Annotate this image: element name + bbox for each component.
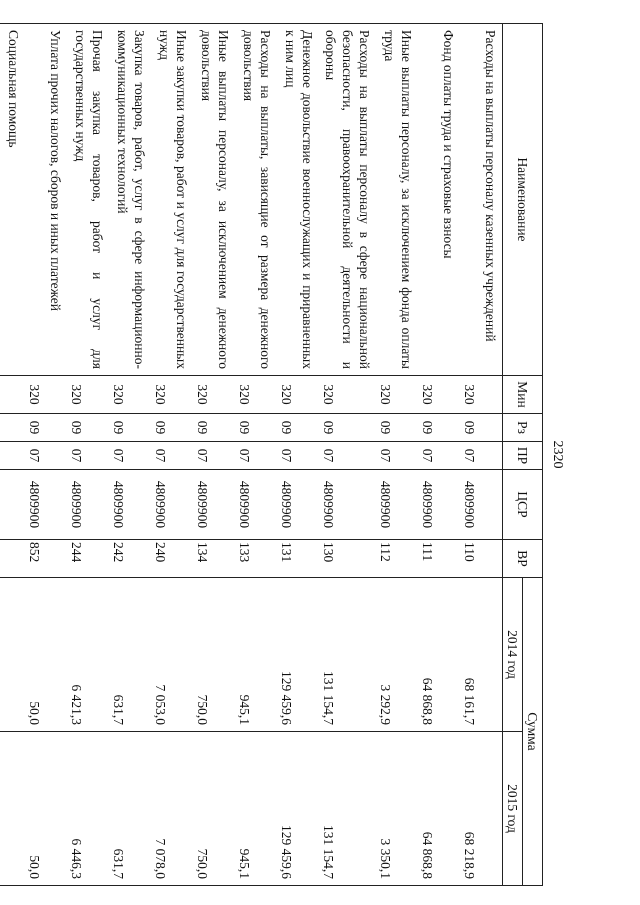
table-row [319, 24, 376, 886]
row-min: 320 [151, 376, 193, 414]
rotated-page-content [6, 17, 567, 892]
row-rz: 09 [151, 414, 193, 442]
row-vr: 244 [67, 540, 109, 578]
row-rz: 09 [460, 414, 503, 442]
row-name: Закупка товаров, работ, услуг в сфере информационно-коммуникационных технологий [109, 24, 151, 376]
row-rz: 09 [193, 414, 235, 442]
row-min: 320 [277, 376, 319, 414]
row-pr: 07 [277, 442, 319, 470]
row-vr [0, 540, 25, 578]
row-pr [0, 442, 25, 470]
row-sum-2014: 945,1 [235, 578, 277, 732]
row-csr: 4809900 [376, 470, 418, 540]
row-min: 320 [67, 376, 109, 414]
row-name: Прочая закупка товаров, работ и услуг для государственных нужд [67, 24, 109, 376]
row-sum-2014: 3 292,9 [376, 578, 418, 732]
row-sum-2014: 7 053,0 [151, 578, 193, 732]
row-vr: 131 [277, 540, 319, 578]
row-min: 320 [376, 376, 418, 414]
row-sum-2015: 64 868,8 [418, 732, 460, 886]
row-pr: 07 [151, 442, 193, 470]
header-sum: Сумма [523, 578, 543, 886]
row-name: Иные выплаты персоналу, за исключением денежного довольствия [193, 24, 235, 376]
row-name: Фонд оплаты труда и страховые взносы [418, 24, 460, 376]
header-year-2014: 2014 год [503, 578, 523, 732]
row-csr: 4809900 [151, 470, 193, 540]
row-vr: 242 [109, 540, 151, 578]
row-sum-2015: 50,0 [25, 732, 67, 886]
row-rz: 09 [109, 414, 151, 442]
header-rz: Рз [503, 414, 543, 442]
budget-table [0, 23, 543, 886]
row-sum-2014: 129 459,6 [277, 578, 319, 732]
row-rz: 09 [376, 414, 418, 442]
row-min [0, 376, 25, 414]
row-name: Денежное довольствие военнослужащих и приравненных к ним лиц [277, 24, 319, 376]
row-csr: 4809900 [418, 470, 460, 540]
row-rz: 09 [418, 414, 460, 442]
row-pr: 07 [109, 442, 151, 470]
row-sum-2014 [0, 578, 25, 732]
row-sum-2014: 6 421,3 [67, 578, 109, 732]
row-vr: 134 [193, 540, 235, 578]
row-sum-2015: 750,0 [193, 732, 235, 886]
header-year-2015: 2015 год [503, 732, 523, 886]
row-min: 320 [460, 376, 503, 414]
table-row [25, 24, 67, 886]
table-row [193, 24, 235, 886]
row-sum-2015: 131 154,7 [319, 732, 376, 886]
table-row [235, 24, 277, 886]
row-pr: 07 [376, 442, 418, 470]
header-min: Мин [503, 376, 543, 414]
row-sum-2015: 945,1 [235, 732, 277, 886]
row-rz: 09 [277, 414, 319, 442]
row-sum-2014: 131 154,7 [319, 578, 376, 732]
row-vr: 110 [460, 540, 503, 578]
header-pr: ПР [503, 442, 543, 470]
row-vr: 133 [235, 540, 277, 578]
row-sum-2015: 129 459,6 [277, 732, 319, 886]
row-rz: 09 [25, 414, 67, 442]
row-csr: 4809900 [25, 470, 67, 540]
header-csr: ЦСР [503, 470, 543, 540]
row-pr: 07 [460, 442, 503, 470]
row-sum-2015: 631,7 [109, 732, 151, 886]
table-row [418, 24, 460, 886]
table-row [460, 24, 503, 886]
header-vr: ВР [503, 540, 543, 578]
row-csr [0, 470, 25, 540]
header-name: Наименование [503, 24, 543, 376]
table-body [0, 24, 503, 886]
row-csr: 4809900 [319, 470, 376, 540]
table-row [109, 24, 151, 886]
row-pr: 07 [193, 442, 235, 470]
row-min: 320 [235, 376, 277, 414]
row-pr: 07 [67, 442, 109, 470]
row-vr: 111 [418, 540, 460, 578]
row-sum-2014: 750,0 [193, 578, 235, 732]
row-csr: 4809900 [109, 470, 151, 540]
row-name: Уплата прочих налогов, сборов и иных платежей [25, 24, 67, 376]
row-sum-2014: 64 868,8 [418, 578, 460, 732]
row-csr: 4809900 [67, 470, 109, 540]
row-min: 320 [319, 376, 376, 414]
table-row [151, 24, 193, 886]
row-pr: 07 [235, 442, 277, 470]
row-name: Иные закупки товаров, работ и услуг для государственных нужд [151, 24, 193, 376]
row-name: Расходы на выплаты персоналу в сфере национальной безопасности, правоохранительной деятельности и обороны [319, 24, 376, 376]
row-name: Иные выплаты персоналу, за исключением фонда оплаты труда [376, 24, 418, 376]
row-csr: 4809900 [460, 470, 503, 540]
row-rz [0, 414, 25, 442]
row-rz: 09 [235, 414, 277, 442]
row-pr: 07 [25, 442, 67, 470]
row-name: Расходы на выплаты персоналу казенных учреждений [460, 24, 503, 376]
row-pr: 07 [418, 442, 460, 470]
table-row [0, 24, 25, 886]
row-csr: 4809900 [193, 470, 235, 540]
row-min: 320 [25, 376, 67, 414]
row-csr: 4809900 [277, 470, 319, 540]
row-min: 320 [193, 376, 235, 414]
row-pr: 07 [319, 442, 376, 470]
row-sum-2014: 631,7 [109, 578, 151, 732]
row-rz: 09 [67, 414, 109, 442]
row-sum-2015: 7 078,0 [151, 732, 193, 886]
row-min: 320 [418, 376, 460, 414]
row-min: 320 [109, 376, 151, 414]
row-vr: 112 [376, 540, 418, 578]
row-sum-2015 [0, 732, 25, 886]
row-vr: 130 [319, 540, 376, 578]
table-row [277, 24, 319, 886]
table-row [376, 24, 418, 886]
table-header [503, 24, 543, 886]
row-name: Социальная помощь [0, 24, 25, 376]
row-sum-2015: 6 446,3 [67, 732, 109, 886]
row-csr: 4809900 [235, 470, 277, 540]
page-number: 2320 [550, 440, 565, 469]
row-name: Расходы на выплаты, зависящие от размера денежного довольствия [235, 24, 277, 376]
row-vr: 240 [151, 540, 193, 578]
row-sum-2014: 50,0 [25, 578, 67, 732]
row-sum-2015: 3 350,1 [376, 732, 418, 886]
row-vr: 852 [25, 540, 67, 578]
row-sum-2015: 68 218,9 [460, 732, 503, 886]
row-rz: 09 [319, 414, 376, 442]
table-row [67, 24, 109, 886]
row-sum-2014: 68 161,7 [460, 578, 503, 732]
